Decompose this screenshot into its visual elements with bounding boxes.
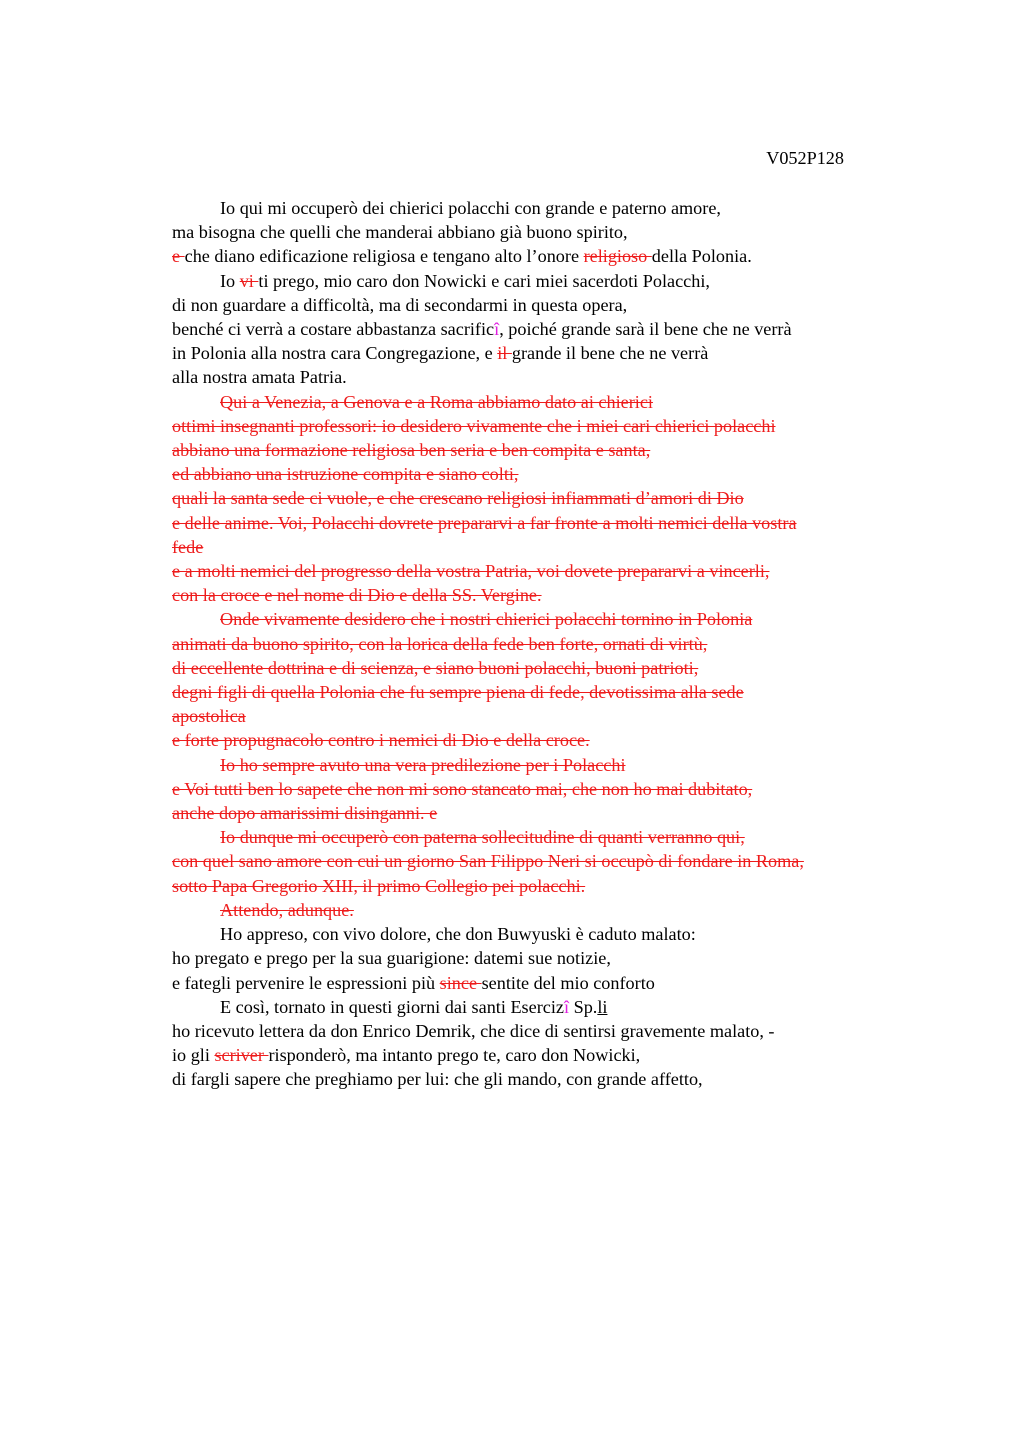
deleted-text: fede <box>172 536 204 557</box>
text-line <box>172 341 902 365</box>
deleted-text: quali la santa sede ci vuole, e che crescano religiosi infiammati d’amori di Dio <box>172 488 744 509</box>
text-line <box>172 196 902 220</box>
text-segment: io gli <box>172 1045 215 1066</box>
deleted-text: di eccellente dottrina e di scienza, e siano buoni polacchi, buoni patrioti, <box>172 657 699 678</box>
text-segment: Io qui mi occuperò dei chierici polacchi con grande e paterno amore, <box>220 198 721 218</box>
text-segment: di non guardare a difficoltà, ma di secondarmi in questa opera, <box>172 294 628 315</box>
text-line <box>172 849 902 873</box>
text-line <box>172 801 902 825</box>
text-line <box>172 244 902 268</box>
deleted-text: since <box>439 972 482 993</box>
accent-mark: î <box>494 319 500 340</box>
text-segment: della Polonia. <box>651 246 752 267</box>
deleted-text: Onde vivamente desidero che i nostri chierici polacchi tornino in Polonia <box>220 609 753 630</box>
text-line <box>172 486 902 510</box>
text-line <box>172 946 902 970</box>
deleted-text: sotto Papa Gregorio XIII, il primo Collegio pei polacchi. <box>172 875 586 896</box>
deleted-text: ed abbiano una istruzione compita e siano colti, <box>172 464 519 485</box>
text-segment: Ho appreso, con vivo dolore, che don Buwyuski è caduto malato: <box>220 924 696 945</box>
text-line <box>172 632 902 656</box>
text-line <box>172 438 902 462</box>
deleted-text: abbiano una formazione religiosa ben seria e ben compita e santa, <box>172 440 651 461</box>
text-segment: ho ricevuto lettera da don Enrico Demrik, che dice di sentirsi gravemente malato, - <box>172 1020 775 1041</box>
deleted-text: vi <box>239 270 259 291</box>
deleted-text: apostolica <box>172 706 246 727</box>
text-segment: ma bisogna che quelli che manderai abbiano già buono spirito, <box>172 222 628 243</box>
text-segment: in Polonia alla nostra cara Congregazione, e <box>172 343 498 364</box>
text-line <box>172 317 902 341</box>
text-line <box>172 269 902 293</box>
text-line <box>172 656 902 680</box>
deleted-text: religioso <box>583 246 652 267</box>
text-line <box>172 922 902 946</box>
document-body <box>172 196 902 1092</box>
text-segment: ho pregato e prego per la sua guarigione: datemi sue notizie, <box>172 948 611 969</box>
text-segment: che diano edificazione religiosa e tengano alto l’onore <box>184 246 584 267</box>
text-line <box>172 293 902 317</box>
text-line <box>172 753 902 777</box>
deleted-text: e <box>172 246 185 267</box>
text-line <box>172 1019 902 1043</box>
text-segment: Io <box>220 270 240 291</box>
deleted-text: Io dunque mi occuperò con paterna sollecitudine di quanti verranno qui, <box>220 827 745 848</box>
page-id: V052P128 <box>766 148 844 168</box>
deleted-text: degni figli di quella Polonia che fu sempre piena di fede, devotissima alla sede <box>172 682 744 703</box>
text-segment: , poiché grande sarà il bene che ne verrà <box>499 319 792 340</box>
text-line <box>172 680 902 704</box>
text-segment: sentite del mio conforto <box>481 972 655 993</box>
text-segment: risponderò, ma intanto prego te, caro don Nowicki, <box>268 1045 641 1066</box>
text-line <box>172 414 902 438</box>
text-line <box>172 462 902 486</box>
deleted-text: con quel sano amore con cui un giorno San Filippo Neri si occupò di fondare in Roma, <box>172 851 804 872</box>
deleted-text: animati da buono spirito, con la lorica della fede ben forte, ornati di virtù, <box>172 633 708 654</box>
text-line <box>172 511 902 535</box>
text-segment: Sp. <box>569 996 598 1017</box>
deleted-text: e delle anime. Voi, Polacchi dovrete prepararvi a far fronte a molti nemici della vostra <box>172 512 797 533</box>
text-line <box>172 535 902 559</box>
text-segment: alla nostra amata Patria. <box>172 367 347 388</box>
text-line <box>172 365 902 389</box>
deleted-text: il <box>497 343 512 364</box>
deleted-text: Qui a Venezia, a Genova e a Roma abbiamo dato ai chierici <box>220 391 653 412</box>
text-line <box>172 898 902 922</box>
underlined-text: li <box>597 996 608 1017</box>
text-line <box>172 390 902 414</box>
text-segment: grande il bene che ne verrà <box>511 343 709 364</box>
text-segment: e fategli pervenire le espressioni più <box>172 972 440 993</box>
text-line <box>172 728 902 752</box>
text-line <box>172 607 902 631</box>
text-line <box>172 825 902 849</box>
deleted-text: e forte propugnacolo contro i nemici di Dio e della croce. <box>172 730 590 751</box>
text-line <box>172 995 902 1019</box>
text-line <box>172 874 902 898</box>
text-line <box>172 583 902 607</box>
text-line <box>172 1043 902 1067</box>
text-line <box>172 704 902 728</box>
text-line <box>172 220 902 244</box>
text-segment: benché ci verrà a costare abbastanza sacrific <box>172 319 495 340</box>
accent-mark: î <box>563 996 570 1017</box>
deleted-text: anche dopo amarissimi disinganni. e <box>172 803 438 824</box>
deleted-text: e a molti nemici del progresso della vostra Patria, voi dovete prepararvi a vincerli, <box>172 561 770 582</box>
text-line <box>172 1067 902 1091</box>
text-segment: di fargli sapere che preghiamo per lui: che gli mando, con grande affetto, <box>172 1069 703 1090</box>
deleted-text: scriver <box>214 1045 269 1066</box>
deleted-text: Io ho sempre avuto una vera predilezione per i Polacchi <box>220 754 626 775</box>
deleted-text: con la croce e nel nome di Dio e della SS. Vergine. <box>172 585 542 606</box>
text-segment: E così, tornato in questi giorni dai santi Eserciz <box>220 996 564 1017</box>
deleted-text: Attendo, adunque. <box>220 899 354 920</box>
text-line <box>172 559 902 583</box>
deleted-text: ottimi insegnanti professori: io desidero vivamente che i miei cari chierici polacchi <box>172 415 776 436</box>
text-line <box>172 777 902 801</box>
text-line <box>172 971 902 995</box>
text-segment: ti prego, mio caro don Nowicki e cari miei sacerdoti Polacchi, <box>258 270 710 291</box>
deleted-text: e Voi tutti ben lo sapete che non mi sono stancato mai, che non ho mai dubitato, <box>172 778 753 799</box>
